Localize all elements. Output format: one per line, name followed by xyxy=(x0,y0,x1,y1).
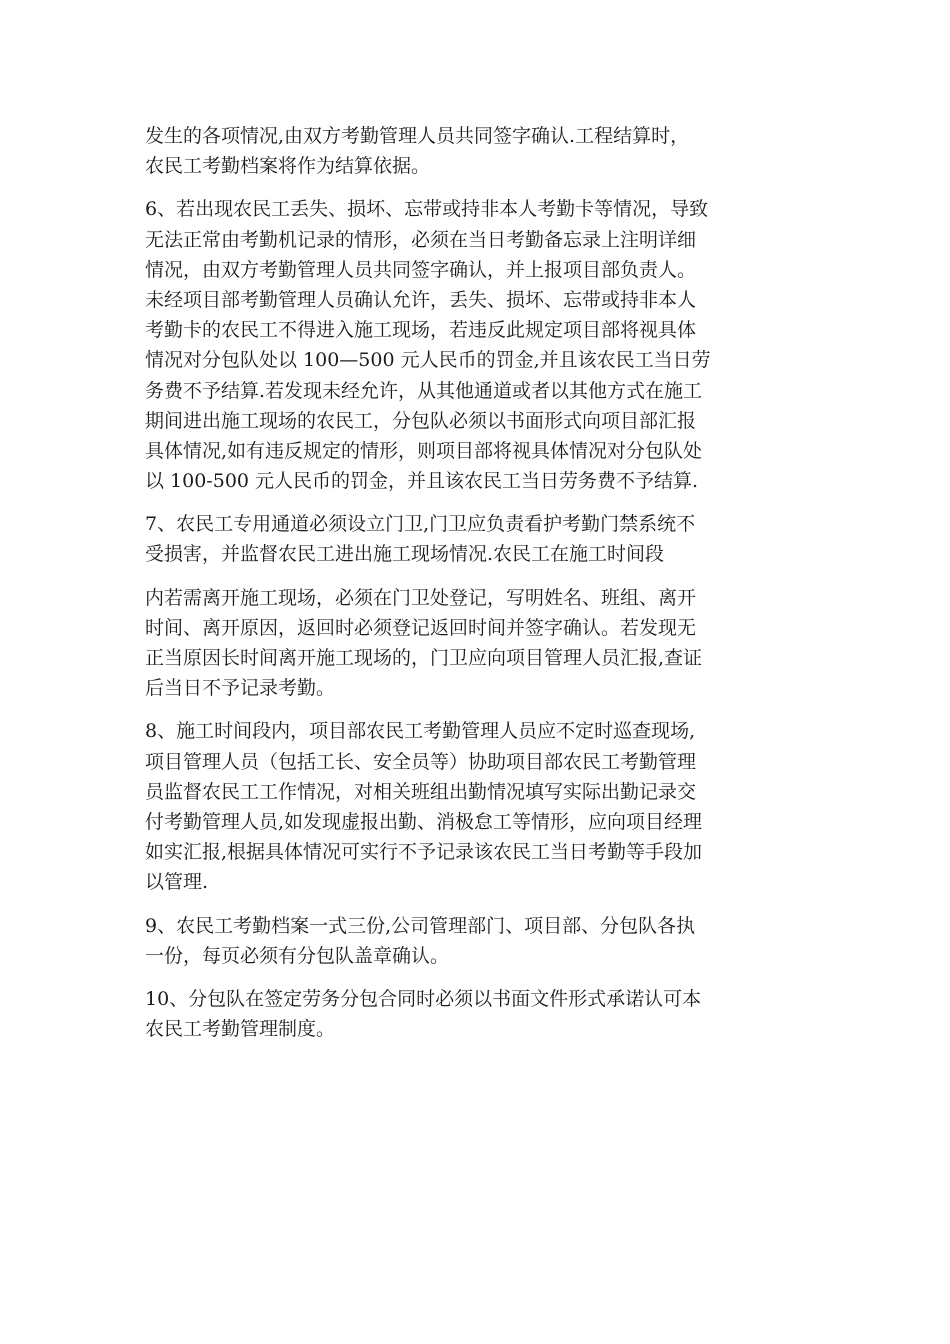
text-line: 期间进出施工现场的农民工，分包队必须以书面形式向项目部汇报 xyxy=(145,409,697,432)
paragraph-item-7 xyxy=(145,509,807,569)
text-line: 无法正常由考勤机记录的情形，必须在当日考勤备忘录上注明详细 xyxy=(145,228,697,251)
text-line: 后当日不予记录考勤。 xyxy=(145,677,336,700)
text-line: 7、农民工专用通道必须设立门卫,门卫应负责看护考勤门禁系统不 xyxy=(145,513,696,536)
text-line: 9、农民工考勤档案一式三份,公司管理部门、项目部、分包队各执 xyxy=(145,914,696,937)
text-line: 6、若出现农民工丢失、损坏、忘带或持非本人考勤卡等情况，导致 xyxy=(145,198,709,221)
document-page xyxy=(145,121,807,1044)
text-line: 如实汇报,根据具体情况可实行不予记录该农民工当日考勤等手段加 xyxy=(145,841,703,864)
paragraph-item-8 xyxy=(145,716,807,897)
paragraph-item-6 xyxy=(145,194,807,496)
text-line: 正当原因长时间离开施工现场的，门卫应向项目管理人员汇报,查证 xyxy=(145,647,703,669)
text-line: 项目管理人员（包括工长、安全员等）协助项目部农民工考勤管理 xyxy=(145,750,697,773)
text-line: 一份，每页必须有分包队盖章确认。 xyxy=(145,944,450,967)
text-line: 受损害，并监督农民工进出施工现场情况.农民工在施工时间段 xyxy=(145,543,665,566)
paragraph-item-9 xyxy=(145,911,807,971)
text-line: 未经项目部考勤管理人员确认允许，丢失、损坏、忘带或持非本人 xyxy=(145,288,697,311)
paragraph-item-10 xyxy=(145,984,807,1044)
text-line: 时间、离开原因，返回时必须登记返回时间并签字确认。若发现无 xyxy=(145,616,697,639)
text-line: 发生的各项情况,由双方考勤管理人员共同签字确认.工程结算时， xyxy=(145,125,690,147)
text-line: 务费不予结算.若发现未经允许，从其他通道或者以其他方式在施工 xyxy=(145,379,703,402)
text-line: 员监督农民工工作情况，对相关班组出勤情况填写实际出勤记录交 xyxy=(145,780,697,803)
text-line: 付考勤管理人员,如发现虚报出勤、消极怠工等情形，应向项目经理 xyxy=(145,810,703,833)
text-line: 农民工考勤档案将作为结算依据。 xyxy=(145,155,431,178)
text-line: 以管理. xyxy=(145,871,209,894)
paragraph-continuation xyxy=(145,121,807,181)
text-line: 8、施工时间段内，项目部农民工考勤管理人员应不定时巡查现场, xyxy=(145,720,696,743)
text-line: 具体情况,如有违反规定的情形，则项目部将视具体情况对分包队处 xyxy=(145,439,703,462)
paragraph-item-7-continued xyxy=(145,583,807,704)
text-line: 情况，由双方考勤管理人员共同签字确认，并上报项目部负责人。 xyxy=(145,258,697,281)
text-line: 考勤卡的农民工不得进入施工现场，若违反此规定项目部将视具体 xyxy=(145,319,697,342)
text-line: 以 100-500 元人民币的罚金，并且该农民工当日劳务费不予结算. xyxy=(145,470,699,493)
text-line: 情况对分包队处以 100—500 元人民币的罚金,并且该农民工当日劳 xyxy=(145,349,711,372)
text-line: 10、分包队在签定劳务分包合同时必须以书面文件形式承诺认可本 xyxy=(145,987,702,1010)
text-line: 农民工考勤管理制度。 xyxy=(145,1018,336,1041)
text-line: 内若需离开施工现场，必须在门卫处登记，写明姓名、班组、离开 xyxy=(145,586,697,609)
